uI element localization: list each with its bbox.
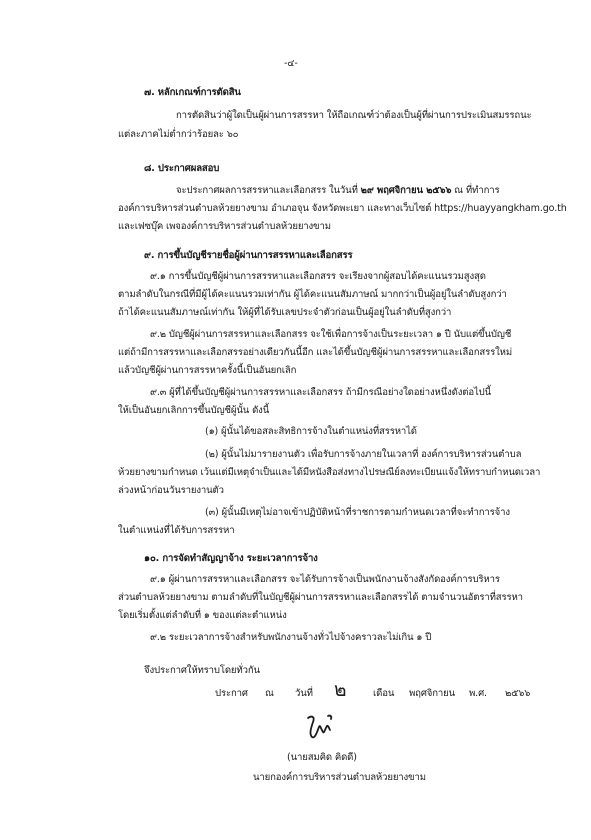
at-label: ณ xyxy=(265,688,274,699)
section-9-heading: ๙. การขึ้นบัญชีรายชื่อผู้ผ่านการสรรหาและเลือกสรร xyxy=(144,250,353,261)
month-label: เดือน xyxy=(373,688,395,699)
section-9-item: ห้วยยางขามกำหนด เว้นแต่มีเหตุจำเป็นและได้มีหนังสือส่งทางไปรษณีย์ลงทะเบียนแจ้งให้ทราบกำหนดเวลา xyxy=(118,467,541,478)
section-10-text-line: ส่วนตำบลห้วยยางขาม ตามลำดับที่ในบัญชีผู้ผ่านการสรรหาและเลือกสรรได้ ตามจำนวนอัตราที่สรรหา xyxy=(118,592,523,603)
section-10-heading: ๑๐. การจัดทำสัญญาจ้าง ระยะเวลาการจ้าง xyxy=(144,553,318,564)
section-7-text-line: แต่ละภาคไม่ต่ำกว่าร้อยละ ๖๐ xyxy=(118,129,239,140)
section-8-text-line: และเฟซบุ๊ค เพจองค์การบริหารส่วนตำบลห้วยยางขาม xyxy=(118,221,331,232)
section-9-item: ล่วงหน้าก่อนวันรายงานตัว xyxy=(118,485,224,496)
month-value: พฤศจิกายน xyxy=(409,688,456,699)
section-7-heading: ๗. หลักเกณฑ์การตัดสิน xyxy=(144,87,241,98)
section-9-text-line: ตามลำดับในกรณีที่มีผู้ได้คะแนนรวมเท่ากัน ผู้ได้คะแนนสัมภาษณ์ มากกว่าเป็นผู้อยู่ในลำดับสูงกว่า xyxy=(118,289,507,300)
section-9-text-line: ให้เป็นอันยกเลิกการขึ้นบัญชีผู้นั้น ดังนี้ xyxy=(118,405,270,416)
handwritten-signature xyxy=(303,712,337,742)
page-number: -๔- xyxy=(284,58,298,69)
section-10-text-line: ๙.๑ ผู้ผ่านการสรรหาและเลือกสรร จะได้รับการจ้างเป็นพนักงานจ้างสังกัดองค์การบริหาร xyxy=(150,574,500,585)
handwritten-day: ๒ xyxy=(334,679,347,701)
section-9-item: ในตำแหน่งที่ได้รับการสรรหา xyxy=(118,525,235,536)
section-8-heading: ๘. ประกาศผลสอบ xyxy=(144,163,220,174)
day-label: วันที่ xyxy=(295,688,313,699)
section-9-text-line: ๙.๑ การขึ้นบัญชีผู้ผ่านการสรรหาและเลือกสรร จะเรียงจากผู้สอบได้คะแนนรวมสูงสุด xyxy=(150,271,486,282)
section-8-text-line: องค์การบริหารส่วนตำบลห้วยยางขาม อำเภอจุน จังหวัดพะเยา และทางเว็บไซต์ https://huayyangkham.go.th xyxy=(118,203,567,214)
section-10-text-line: โดยเริ่มตั้งแต่ลำดับที่ ๑ ของแต่ละตำแหน่ง xyxy=(118,610,287,621)
section-9-item: (๑) ผู้นั้นได้ขอสละสิทธิการจ้างในตำแหน่งที่สรรหาได้ xyxy=(205,426,417,437)
section-10-text-line: ๙.๒ ระยะเวลาการจ้างสำหรับพนักงานจ้างทั่วไปจ้างคราวละไม่เกิน ๑ ปี xyxy=(150,632,432,643)
section-9-text-line: ถ้าได้คะแนนสัมภาษณ์เท่ากัน ให้ผู้ที่ได้รับเลขประจำตัวก่อนเป็นผู้อยู่ในลำดับที่สูงกว่า xyxy=(118,307,452,318)
year-label: พ.ศ. xyxy=(469,688,487,699)
signatory-position: นายกองค์การบริหารส่วนตำบลห้วยยางขาม xyxy=(253,772,426,783)
section-9-item: (๓) ผู้นั้นมีเหตุไม่อาจเข้าปฏิบัติหน้าที่ราชการตามกำหนดเวลาที่จะทำการจ้าง xyxy=(205,507,510,518)
section-7-text-line: การตัดสินว่าผู้ใดเป็นผู้ผ่านการสรรหา ให้ถือเกณฑ์ว่าต้องเป็นผู้ที่ผ่านการประเมินสมรรถนะ xyxy=(176,110,532,121)
section-9-text-line: แต่ถ้ามีการสรรหาและเลือกสรรอย่างเดียวกันนี้อีก และได้ขึ้นบัญชีผู้ผ่านการสรรหาและเลือกสรรใหม่ xyxy=(118,347,512,358)
year-value: ๒๕๖๖ xyxy=(505,688,531,699)
section-9-item: (๒) ผู้นั้นไม่มารายงานตัว เพื่อรับการจ้างภายในเวลาที่ องค์การบริหารส่วนตำบล xyxy=(205,449,522,460)
signatory-name: (นายสมคิด คิดดี) xyxy=(287,752,357,763)
section-8-text-line: จะประกาศผลการสรรหาและเลือกสรร ในวันที่ ๒๙ พฤศจิกายน ๒๕๖๖ ณ ที่ทำการ xyxy=(176,185,500,196)
section-9-text-line: แล้วบัญชีผู้ผ่านการสรรหาครั้งนี้เป็นอันยกเลิก xyxy=(118,365,297,376)
section-9-text-line: ๙.๓ ผู้ที่ได้ขึ้นบัญชีผู้ผ่านการสรรหาและเลือกสรร ถ้ามีกรณีอย่างใดอย่างหนึ่งดังต่อไปนี้ xyxy=(150,387,491,398)
closing-announcement: จึงประกาศให้ทราบโดยทั่วกัน xyxy=(144,665,260,676)
announce-label: ประกาศ xyxy=(215,688,248,699)
section-9-text-line: ๙.๒ บัญชีผู้ผ่านการสรรหาและเลือกสรร จะใช้เพื่อการจ้างเป็นระยะเวลา ๑ ปี นับแต่ขึ้นบัญชี xyxy=(150,329,512,340)
